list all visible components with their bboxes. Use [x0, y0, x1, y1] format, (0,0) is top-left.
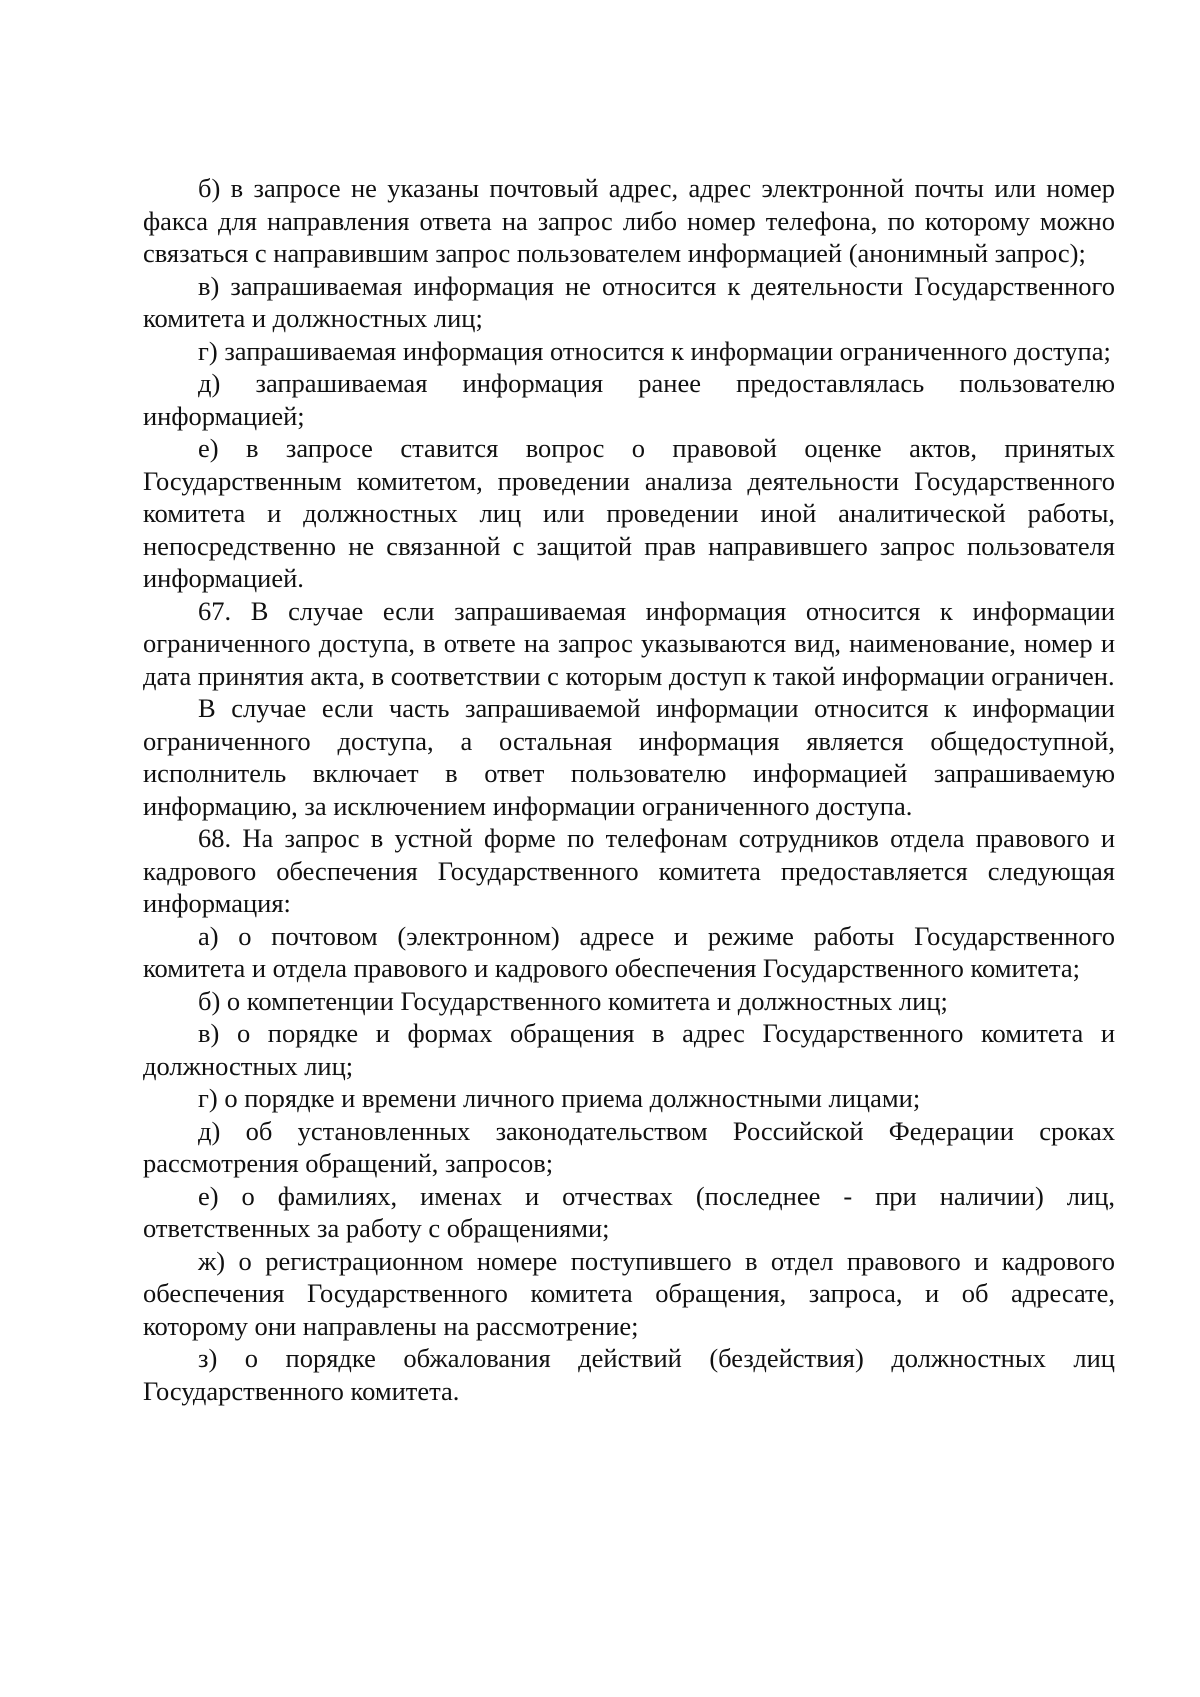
paragraph-item-v-not-related: в) запрашиваемая информация не относится к деятельности Государственного комитета и должностных лиц; [143, 270, 1115, 333]
paragraph-clause-68: 68. На запрос в устной форме по телефонам сотрудников отдела правового и кадрового обеспечения Государственного комитета предоставляется следующая информация: [143, 823, 1115, 918]
paragraph-item-g-personal-reception: г) о порядке и времени личного приема должностными лицами; [198, 1083, 921, 1113]
paragraph-item-zh-registration-number: ж) о регистрационном номере поступившего в отдел правового и кадрового обеспечения Государственного комитета обращения, запроса, и об адресате, которому они направлены на рассмотрение; [143, 1245, 1115, 1341]
paragraph-item-a-address: а) о почтовом (электронном) адресе и режиме работы Государственного комитета и отдела правового и кадрового обеспечения Государственного комитета; [143, 920, 1115, 983]
paragraph-clause-67: 67. В случае если запрашиваемая информация относится к информации ограниченного доступа, в ответе на запрос указываются вид, наименование, номер и дата принятия акта, в соответствии с которым доступ к такой информации ограничен. [143, 595, 1115, 691]
paragraph-item-d-previously-provided: д) запрашиваемая информация ранее предоставлялась пользователю информацией; [143, 368, 1115, 431]
paragraph-item-e-legal-assessment: е) в запросе ставится вопрос о правовой оценке актов, принятых Государственным комитетом, проведении анализа деятельности Государственного комитета и должностных лиц или проведении иной аналитической работы, непосредственно не связанной с защитой прав направившего запрос пользователя информацией. [143, 433, 1115, 593]
paragraph-item-b-anonymous-request: б) в запросе не указаны почтовый адрес, адрес электронной почты или номер факса для направления ответа на запрос либо номер телефона, по которому можно связаться с направившим запрос пользователем информацией (анонимный запрос); [143, 173, 1115, 268]
paragraph-item-e-responsible-persons: е) о фамилиях, именах и отчествах (последнее - при наличии) лиц, ответственных за работу с обращениями; [143, 1180, 1115, 1243]
document-page [143, 172, 1115, 1407]
paragraph-item-v-appeal-procedure: в) о порядке и формах обращения в адрес Государственного комитета и должностных лиц; [143, 1018, 1115, 1081]
paragraph-clause-67-part: В случае если часть запрашиваемой информации относится к информации ограниченного доступа, а остальная информация является общедоступной, исполнитель включает в ответ пользователю информацией запрашиваемую информацию, за исключением информации ограниченного доступа. [143, 693, 1115, 821]
paragraph-item-b-competence: б) о компетенции Государственного комитета и должностных лиц; [198, 985, 948, 1016]
paragraph-item-g-restricted-access: г) запрашиваемая информация относится к информации ограниченного доступа; [198, 335, 1111, 366]
paragraph-item-z-appeal-actions: з) о порядке обжалования действий (бездействия) должностных лиц Государственного комитета. [143, 1343, 1115, 1406]
paragraph-item-d-deadlines: д) об установленных законодательством Российской Федерации сроках рассмотрения обращений, запросов; [143, 1115, 1115, 1178]
